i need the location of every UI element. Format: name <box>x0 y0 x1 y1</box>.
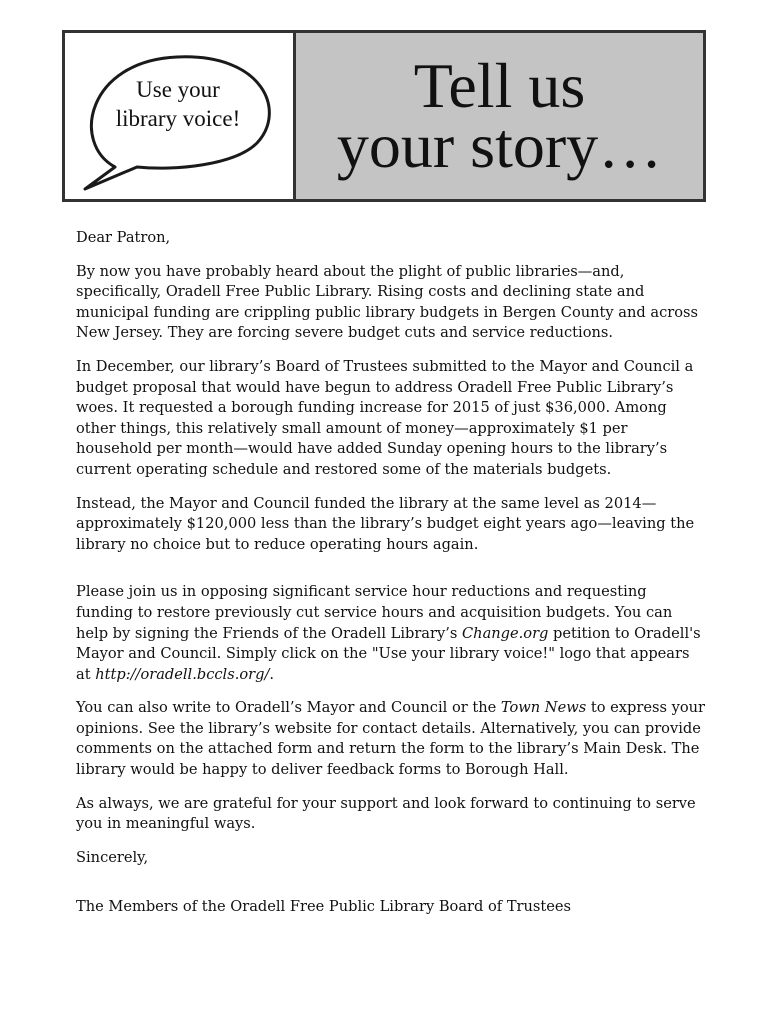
letter-body <box>76 228 706 931</box>
paragraph-3: Instead, the Mayor and Council funded the library at the same level as 2014—approximately $120,000 less than the library’s budget eight years ago—leaving the library no choice but to reduce operating hours again. <box>76 494 695 553</box>
paragraph-4-text-c: . <box>269 665 275 683</box>
bubble-label <box>99 75 257 133</box>
header-banner <box>62 30 706 202</box>
bubble-line-1: Use your <box>136 77 220 102</box>
paragraph-4 <box>76 582 706 685</box>
paragraph-6: As always, we are grateful for your support and look forward to continuing to serve you in meaningful ways. <box>76 794 696 833</box>
paragraph-5-text-a: You can also write to Oradell’s Mayor and Council or the <box>76 699 501 717</box>
headline <box>336 50 663 181</box>
speech-bubble-panel[interactable] <box>65 33 296 199</box>
headline-line-1: Tell us <box>413 50 586 121</box>
paragraph-2: In December, our library’s Board of Trustees submitted to the Mayor and Council a budget proposal that would have begun to address Oradell Free Public Library’s woes. It requested a borough funding increase for 2015 of just $36,000. Among other things, this relatively small amount of money—approximately $1 per household per month—would have added Sunday opening hours to the library’s current operating schedule and restored some of the materials budgets. <box>76 357 694 478</box>
salutation: Dear Patron, <box>76 229 171 246</box>
paragraph-5 <box>76 698 706 780</box>
headline-panel <box>296 33 703 199</box>
paragraph-1: By now you have probably heard about the plight of public libraries—and, specifically, Oradell Free Public Library. Rising costs and declining state and municipal funding are crippling public library budgets in Bergen County and across New Jersey. They are forcing severe budget cuts and service reductions. <box>76 262 699 342</box>
headline-line-2: your story… <box>336 110 663 181</box>
paragraph-4-text-a: Please join us in opposing significant service hour reductions and requesting funding to restore previously cut service hours and acquisition budgets. You can help by signing the Friends of the Oradell Library’s <box>76 583 673 642</box>
closing: Sincerely, <box>76 848 149 866</box>
newspaper-name: Town News <box>500 699 587 717</box>
signature: The Members of the Oradell Free Public Library Board of Trustees <box>76 898 572 916</box>
paragraph-4-text-b: petition to Oradell's Mayor and Council. Simply click on the "Use your library voice!" logo that appears at <box>76 624 701 683</box>
petition-site-name: Change.org <box>462 624 549 642</box>
library-website-link[interactable]: http://oradell.bccls.org/ <box>95 665 270 683</box>
bubble-line-2: library voice! <box>115 106 241 131</box>
paragraph-5-text-b: to express your opinions. See the library’s website for contact details. Alternatively, you can provide comments on the attached form and return the form to the library’s Main Desk. The library would be happy to deliver feedback forms to Borough Hall. <box>76 699 705 779</box>
